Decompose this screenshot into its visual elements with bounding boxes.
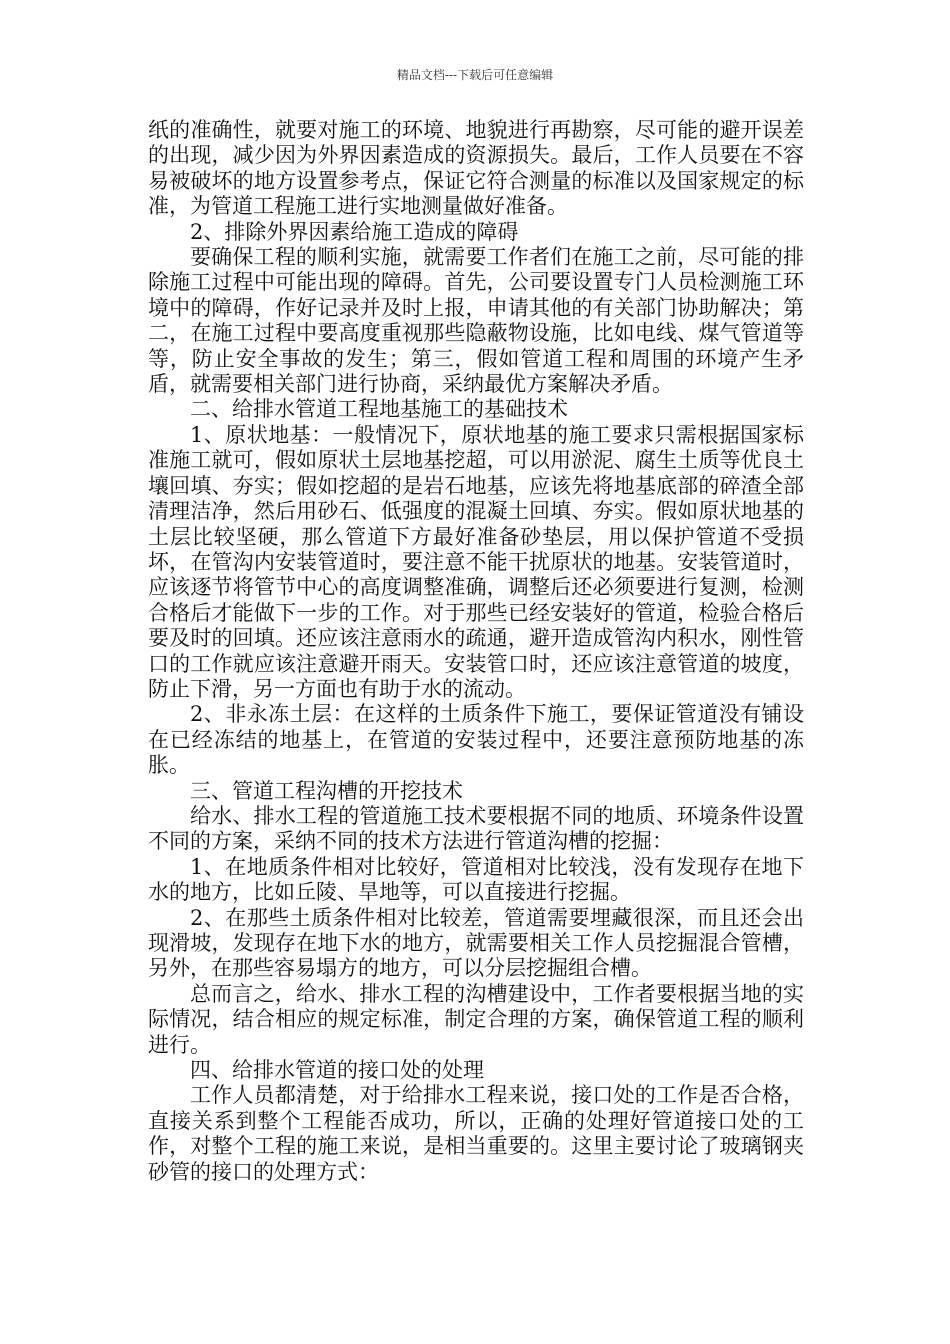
paragraph: 2、在那些土质条件相对比较差，管道需要埋藏很深，而且还会出现滑坡，发现存在地下水的地方，就需要相关工作人员挖掘混合管槽，另外，在那些容易塌方的地方，可以分层挖掘组合槽。: [148, 905, 804, 981]
section-heading: 二、给排水管道工程地基施工的基础技术: [190, 397, 568, 422]
paragraph: 1、在地质条件相对比较好，管道相对比较浅，没有发现存在地下水的地方，比如丘陵、旱地等，可以直接进行挖掘。: [148, 854, 804, 905]
paragraph: 2、非永冻土层：在这样的土质条件下施工，要保证管道没有铺设在已经冻结的地基上，在管道的安装过程中，还要注意预防地基的冻胀。: [148, 702, 804, 778]
paragraph: 1、原状地基：一般情况下，原状地基的施工要求只需根据国家标准施工就可，假如原状土层地基挖超，可以用淤泥、腐生土质等优良土壤回填、夯实；假如挖超的是岩石地基，应该先将地基底部的碎渣全部清理洁净，然后用砂石、低强度的混凝土回填、夯实。假如原状地基的土层比较坚硬，那么管道下方最好准备砂垫层，用以保护管道不受损坏，在管沟内安装管道时，要注意不能干扰原状的地基。安装管道时，应该逐节将管节中心的高度调整准确，调整后还必须要进行复测，检测合格后才能做下一步的工作。对于那些已经安装好的管道，检验合格后要及时的回填。还应该注意雨水的疏通，避开造成管沟内积水，刚性管口的工作就应该注意避开雨天。安装管口时，还应该注意管道的坡度，防止下滑，另一方面也有助于水的流动。: [148, 422, 804, 701]
paragraph: 总而言之，给水、排水工程的沟槽建设中，工作者要根据当地的实际情况，结合相应的规定标准，制定合理的方案，确保管道工程的顺利进行。: [148, 981, 804, 1057]
paragraph: 要确保工程的顺利实施，就需要工作者们在施工之前，尽可能的排除施工过程中可能出现的障碍。首先，公司要设置专门人员检测施工环境中的障碍，作好记录并及时上报，申请其他的有关部门协助解决；第二，在施工过程中要高度重视那些隐蔽物设施，比如电线、煤气管道等等，防止安全事故的发生；第三，假如管道工程和周围的环境产生矛盾，就需要相关部门进行协商，采纳最优方案解决矛盾。: [148, 245, 804, 397]
paragraph: 纸的准确性，就要对施工的环境、地貌进行再勘察，尽可能的避开误差的出现，减少因为外界因素造成的资源损失。最后，工作人员要在不容易被破坏的地方设置参考点，保证它符合测量的标准以及国家规定的标准，为管道工程施工进行实地测量做好准备。: [148, 118, 804, 219]
paragraph: 给水、排水工程的管道施工技术要根据不同的地质、环境条件设置不同的方案，采纳不同的技术方法进行管道沟槽的挖掘：: [148, 803, 804, 854]
document-body: [148, 118, 804, 1185]
paragraph: 工作人员都清楚，对于给排水工程来说，接口处的工作是否合格，直接关系到整个工程能否成功，所以，正确的处理好管道接口处的工作，对整个工程的施工来说，是相当重要的。这里主要讨论了玻璃钢夹砂管的接口的处理方式：: [148, 1083, 804, 1184]
page-header: 精品文档---下载后可任意编辑: [396, 68, 554, 82]
section-heading: 三、管道工程沟槽的开挖技术: [190, 778, 463, 803]
section-subheading: 2、排除外界因素给施工造成的障碍: [190, 219, 519, 244]
section-heading: 四、给排水管道的接口处的处理: [190, 1058, 484, 1083]
